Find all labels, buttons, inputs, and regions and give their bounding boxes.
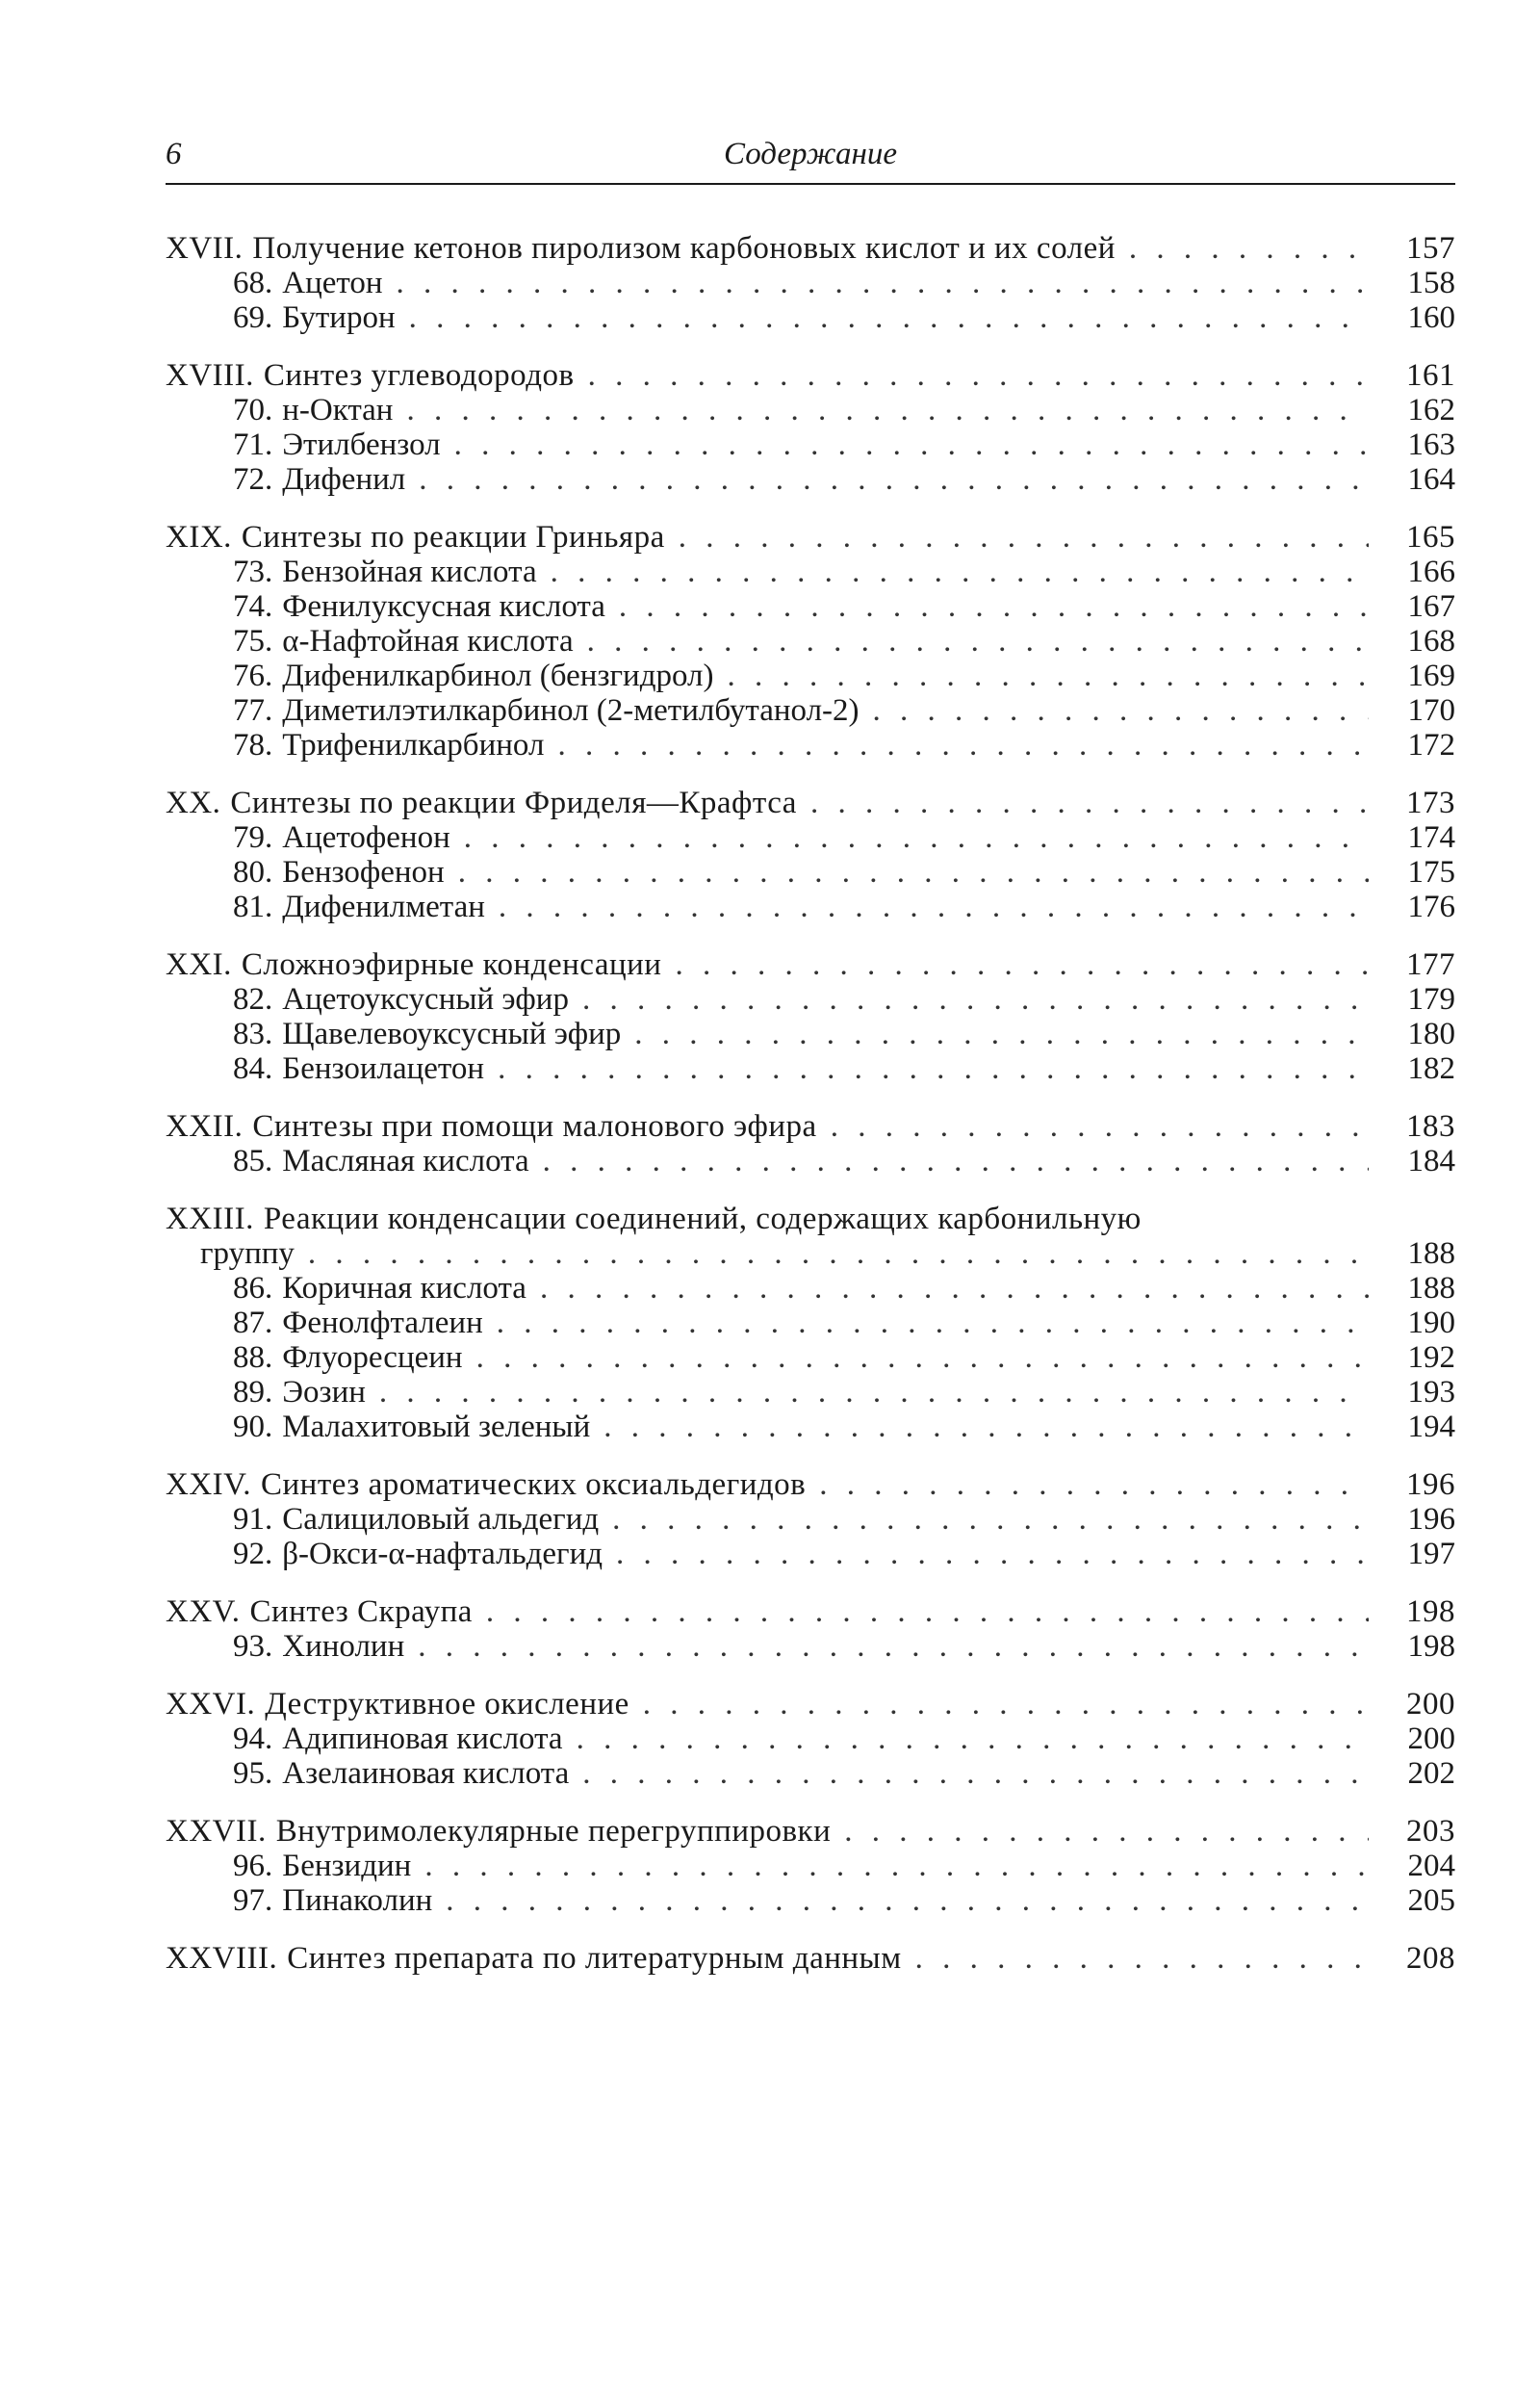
toc-entry bbox=[166, 659, 1455, 693]
dot-leader bbox=[616, 1537, 1369, 1571]
entry-page: 162 bbox=[1407, 393, 1455, 427]
entry-number: 92. bbox=[233, 1537, 273, 1571]
dot-leader bbox=[819, 1467, 1369, 1502]
toc-entry bbox=[166, 1756, 1455, 1791]
entry-title: Фенолфталеин bbox=[282, 1306, 483, 1340]
entry-title: Ацетофенон bbox=[282, 820, 450, 855]
dot-leader bbox=[873, 693, 1369, 728]
entry-title: Масляная кислота bbox=[282, 1144, 529, 1178]
dot-leader bbox=[619, 589, 1369, 624]
entry-title: Дифенил bbox=[282, 462, 406, 497]
entry-number: 81. bbox=[233, 890, 273, 924]
dot-leader bbox=[582, 1756, 1369, 1791]
entry-title: Дифенилметан bbox=[282, 890, 485, 924]
dot-leader bbox=[424, 1849, 1369, 1883]
chapter-title: Синтезы по реакции Фриделя—Крафтса bbox=[230, 786, 797, 820]
dot-leader bbox=[464, 820, 1369, 855]
entry-title: Бензидин bbox=[282, 1849, 412, 1883]
entry-number: 77. bbox=[233, 693, 273, 728]
dot-leader bbox=[458, 855, 1369, 890]
entry-page: 166 bbox=[1407, 555, 1455, 589]
chapter-heading bbox=[166, 1941, 1455, 1976]
dot-leader bbox=[551, 555, 1369, 589]
chapter-number: XVII. bbox=[166, 231, 244, 266]
toc-entry bbox=[166, 1340, 1455, 1375]
entry-page: 160 bbox=[1407, 300, 1455, 335]
entry-number: 84. bbox=[233, 1051, 273, 1086]
dot-leader bbox=[499, 890, 1369, 924]
toc-entry bbox=[166, 589, 1455, 624]
toc-entry bbox=[166, 1017, 1455, 1051]
dot-leader bbox=[498, 1051, 1369, 1086]
toc-entry bbox=[166, 427, 1455, 462]
chapter-title: Сложноэфирные конденсации bbox=[241, 947, 662, 982]
entry-page: 170 bbox=[1407, 693, 1455, 728]
entry-page: 193 bbox=[1407, 1375, 1455, 1410]
chapter-heading bbox=[166, 231, 1455, 266]
dot-leader bbox=[476, 1340, 1369, 1375]
toc-section bbox=[166, 1814, 1455, 1918]
entry-number: 94. bbox=[233, 1721, 273, 1756]
toc-entry bbox=[166, 1502, 1455, 1537]
chapter-page: 165 bbox=[1406, 520, 1455, 555]
entry-number: 76. bbox=[233, 659, 273, 693]
entry-page: 192 bbox=[1407, 1340, 1455, 1375]
entry-number: 74. bbox=[233, 589, 273, 624]
dot-leader bbox=[540, 1271, 1369, 1306]
chapter-heading bbox=[166, 520, 1455, 555]
toc-section bbox=[166, 520, 1455, 763]
dot-leader bbox=[409, 300, 1369, 335]
entry-number: 88. bbox=[233, 1340, 273, 1375]
chapter-title: Внутримолекулярные перегруппировки bbox=[275, 1814, 832, 1849]
entry-number: 91. bbox=[233, 1502, 273, 1537]
toc-entry bbox=[166, 1144, 1455, 1178]
chapter-title: Синтезы при помощи малонового эфира bbox=[252, 1109, 817, 1144]
chapter-page: 203 bbox=[1406, 1814, 1455, 1849]
entry-number: 75. bbox=[233, 624, 273, 659]
entry-number: 93. bbox=[233, 1629, 273, 1664]
toc-section bbox=[166, 1467, 1455, 1571]
entry-number: 97. bbox=[233, 1883, 273, 1918]
toc-section bbox=[166, 1109, 1455, 1178]
entry-number: 69. bbox=[233, 300, 273, 335]
dot-leader bbox=[810, 786, 1369, 820]
toc-entry bbox=[166, 393, 1455, 427]
toc-entry bbox=[166, 1271, 1455, 1306]
entry-page: 204 bbox=[1407, 1849, 1455, 1883]
entry-page: 205 bbox=[1407, 1883, 1455, 1918]
dot-leader bbox=[406, 393, 1369, 427]
dot-leader bbox=[728, 659, 1369, 693]
entry-title: Флуоресцеин bbox=[282, 1340, 463, 1375]
toc-entry bbox=[166, 462, 1455, 497]
toc-entry bbox=[166, 693, 1455, 728]
entry-page: 188 bbox=[1407, 1271, 1455, 1306]
entry-title: Малахитовый зеленый bbox=[282, 1410, 591, 1444]
entry-title: Эозин bbox=[282, 1375, 366, 1410]
page-header bbox=[166, 133, 1455, 185]
entry-page: 175 bbox=[1407, 855, 1455, 890]
chapter-heading bbox=[166, 1467, 1455, 1502]
toc-entry bbox=[166, 1629, 1455, 1664]
dot-leader bbox=[831, 1109, 1369, 1144]
chapter-number: XXV. bbox=[166, 1594, 241, 1629]
chapter-page: 188 bbox=[1407, 1236, 1455, 1271]
chapter-heading bbox=[166, 1814, 1455, 1849]
chapter-title-continuation: группу bbox=[200, 1236, 295, 1271]
entry-page: 164 bbox=[1407, 462, 1455, 497]
toc-section bbox=[166, 1687, 1455, 1791]
chapter-title: Реакции конденсации соединений, содержащих карбонильную bbox=[263, 1202, 1142, 1236]
chapter-title: Получение кетонов пиролизом карбоновых кислот и их солей bbox=[252, 231, 1116, 266]
chapter-number: XX. bbox=[166, 786, 221, 820]
dot-leader bbox=[634, 1017, 1369, 1051]
toc-entry bbox=[166, 820, 1455, 855]
chapter-number: XIX. bbox=[166, 520, 232, 555]
dot-leader bbox=[588, 358, 1369, 393]
chapter-title: Синтез препарата по литературным данным bbox=[287, 1941, 902, 1976]
toc-section bbox=[166, 231, 1455, 335]
entry-page: 197 bbox=[1407, 1537, 1455, 1571]
dot-leader bbox=[612, 1502, 1369, 1537]
chapter-page: 177 bbox=[1406, 947, 1455, 982]
entry-title: Ацетоуксусный эфир bbox=[282, 982, 569, 1017]
chapter-page: 198 bbox=[1406, 1594, 1455, 1629]
toc-section bbox=[166, 358, 1455, 497]
chapter-number: XXVII. bbox=[166, 1814, 267, 1849]
toc-section bbox=[166, 1941, 1455, 1976]
entry-page: 182 bbox=[1407, 1051, 1455, 1086]
entry-title: β-Окси-α-нафтальдегид bbox=[282, 1537, 603, 1571]
toc-entry bbox=[166, 890, 1455, 924]
chapter-number: XXVIII. bbox=[166, 1941, 278, 1976]
entry-number: 86. bbox=[233, 1271, 273, 1306]
chapter-page: 200 bbox=[1406, 1687, 1455, 1721]
toc-section bbox=[166, 947, 1455, 1086]
chapter-title: Синтез ароматических оксиальдегидов bbox=[260, 1467, 807, 1502]
entry-page: 196 bbox=[1407, 1502, 1455, 1537]
entry-page: 179 bbox=[1407, 982, 1455, 1017]
dot-leader bbox=[587, 624, 1369, 659]
toc-section bbox=[166, 786, 1455, 924]
toc-entry bbox=[166, 855, 1455, 890]
entry-title: Бензоилацетон bbox=[282, 1051, 485, 1086]
running-title: Содержание bbox=[723, 137, 897, 171]
chapter-page: 173 bbox=[1406, 786, 1455, 820]
entry-page: 194 bbox=[1407, 1410, 1455, 1444]
chapter-number: XXIII. bbox=[166, 1202, 254, 1236]
chapter-heading bbox=[166, 1202, 1455, 1236]
entry-title: Азелаиновая кислота bbox=[282, 1756, 570, 1791]
toc-entry bbox=[166, 1537, 1455, 1571]
entry-number: 78. bbox=[233, 728, 273, 763]
toc-entry bbox=[166, 1410, 1455, 1444]
chapter-heading bbox=[166, 358, 1455, 393]
chapter-number: XVIII. bbox=[166, 358, 254, 393]
chapter-title: Синтез Скраупа bbox=[249, 1594, 473, 1629]
chapter-heading bbox=[166, 1594, 1455, 1629]
entry-number: 68. bbox=[233, 266, 273, 300]
chapter-title: Синтезы по реакции Гриньяра bbox=[241, 520, 665, 555]
entry-title: Этилбензол bbox=[282, 427, 441, 462]
toc-section bbox=[166, 1202, 1455, 1444]
dot-leader bbox=[582, 982, 1369, 1017]
entry-page: 169 bbox=[1407, 659, 1455, 693]
entry-number: 80. bbox=[233, 855, 273, 890]
entry-number: 85. bbox=[233, 1144, 273, 1178]
page-number: 6 bbox=[166, 137, 182, 171]
dot-leader bbox=[308, 1236, 1369, 1271]
entry-page: 167 bbox=[1407, 589, 1455, 624]
entry-number: 72. bbox=[233, 462, 273, 497]
chapter-heading bbox=[166, 786, 1455, 820]
toc-entry bbox=[166, 555, 1455, 589]
entry-number: 90. bbox=[233, 1410, 273, 1444]
entry-title: н-Октан bbox=[282, 393, 394, 427]
toc-entry bbox=[166, 266, 1455, 300]
entry-title: Коричная кислота bbox=[282, 1271, 526, 1306]
entry-number: 83. bbox=[233, 1017, 273, 1051]
chapter-page: 196 bbox=[1406, 1467, 1455, 1502]
entry-title: Пинаколин bbox=[282, 1883, 433, 1918]
entry-page: 190 bbox=[1407, 1306, 1455, 1340]
dot-leader bbox=[1129, 231, 1369, 266]
entry-title: Трифенилкарбинол bbox=[282, 728, 545, 763]
dot-leader bbox=[577, 1721, 1369, 1756]
chapter-page: 208 bbox=[1406, 1941, 1455, 1976]
entry-number: 89. bbox=[233, 1375, 273, 1410]
entry-title: Салициловый альдегид bbox=[282, 1502, 600, 1537]
dot-leader bbox=[543, 1144, 1369, 1178]
entry-title: Хинолин bbox=[282, 1629, 405, 1664]
dot-leader bbox=[497, 1306, 1369, 1340]
toc-entry bbox=[166, 1051, 1455, 1086]
entry-number: 79. bbox=[233, 820, 273, 855]
toc-entry bbox=[166, 1883, 1455, 1918]
dot-leader bbox=[675, 947, 1369, 982]
toc-entry bbox=[166, 982, 1455, 1017]
entry-title: Дифенилкарбинол (бензгидрол) bbox=[282, 659, 714, 693]
entry-title: Диметилэтилкарбинол (2-метилбутанол-2) bbox=[282, 693, 860, 728]
dot-leader bbox=[603, 1410, 1369, 1444]
toc-entry bbox=[166, 1721, 1455, 1756]
chapter-title: Синтез углеводородов bbox=[263, 358, 575, 393]
entry-page: 163 bbox=[1407, 427, 1455, 462]
dot-leader bbox=[397, 266, 1369, 300]
entry-page: 172 bbox=[1407, 728, 1455, 763]
entry-page: 200 bbox=[1407, 1721, 1455, 1756]
entry-title: Фенилуксусная кислота bbox=[282, 589, 605, 624]
chapter-number: XXI. bbox=[166, 947, 232, 982]
table-of-contents bbox=[166, 231, 1455, 1999]
dot-leader bbox=[844, 1814, 1369, 1849]
entry-page: 198 bbox=[1407, 1629, 1455, 1664]
toc-entry bbox=[166, 728, 1455, 763]
chapter-heading bbox=[166, 1109, 1455, 1144]
entry-number: 87. bbox=[233, 1306, 273, 1340]
chapter-heading bbox=[166, 1687, 1455, 1721]
dot-leader bbox=[419, 462, 1369, 497]
chapter-number: XXII. bbox=[166, 1109, 244, 1144]
dot-leader bbox=[379, 1375, 1369, 1410]
entry-title: Щавелевоуксусный эфир bbox=[282, 1017, 622, 1051]
dot-leader bbox=[679, 520, 1369, 555]
entry-page: 174 bbox=[1407, 820, 1455, 855]
dot-leader bbox=[486, 1594, 1369, 1629]
entry-number: 73. bbox=[233, 555, 273, 589]
dot-leader bbox=[915, 1941, 1369, 1976]
dot-leader bbox=[454, 427, 1369, 462]
entry-number: 95. bbox=[233, 1756, 273, 1791]
entry-title: Бутирон bbox=[282, 300, 396, 335]
entry-title: Адипиновая кислота bbox=[282, 1721, 563, 1756]
toc-section bbox=[166, 1594, 1455, 1664]
chapter-heading-continuation bbox=[166, 1236, 1455, 1271]
chapter-heading bbox=[166, 947, 1455, 982]
toc-entry bbox=[166, 300, 1455, 335]
entry-page: 158 bbox=[1407, 266, 1455, 300]
chapter-number: XXVI. bbox=[166, 1687, 256, 1721]
chapter-page: 161 bbox=[1406, 358, 1455, 393]
entry-title: Ацетон bbox=[282, 266, 383, 300]
dot-leader bbox=[418, 1629, 1369, 1664]
dot-leader bbox=[446, 1883, 1369, 1918]
entry-title: Бензофенон bbox=[282, 855, 445, 890]
toc-entry bbox=[166, 624, 1455, 659]
chapter-page: 183 bbox=[1406, 1109, 1455, 1144]
entry-number: 71. bbox=[233, 427, 273, 462]
toc-entry bbox=[166, 1375, 1455, 1410]
dot-leader bbox=[643, 1687, 1369, 1721]
toc-entry bbox=[166, 1849, 1455, 1883]
entry-page: 168 bbox=[1407, 624, 1455, 659]
entry-page: 176 bbox=[1407, 890, 1455, 924]
dot-leader bbox=[557, 728, 1369, 763]
entry-title: Бензойная кислота bbox=[282, 555, 537, 589]
entry-page: 180 bbox=[1407, 1017, 1455, 1051]
chapter-page: 157 bbox=[1406, 231, 1455, 266]
chapter-title: Деструктивное окисление bbox=[265, 1687, 629, 1721]
entry-number: 82. bbox=[233, 982, 273, 1017]
entry-page: 184 bbox=[1407, 1144, 1455, 1178]
toc-entry bbox=[166, 1306, 1455, 1340]
entry-page: 202 bbox=[1407, 1756, 1455, 1791]
chapter-number: XXIV. bbox=[166, 1467, 251, 1502]
entry-number: 70. bbox=[233, 393, 273, 427]
entry-title: α-Нафтойная кислота bbox=[282, 624, 574, 659]
entry-number: 96. bbox=[233, 1849, 273, 1883]
